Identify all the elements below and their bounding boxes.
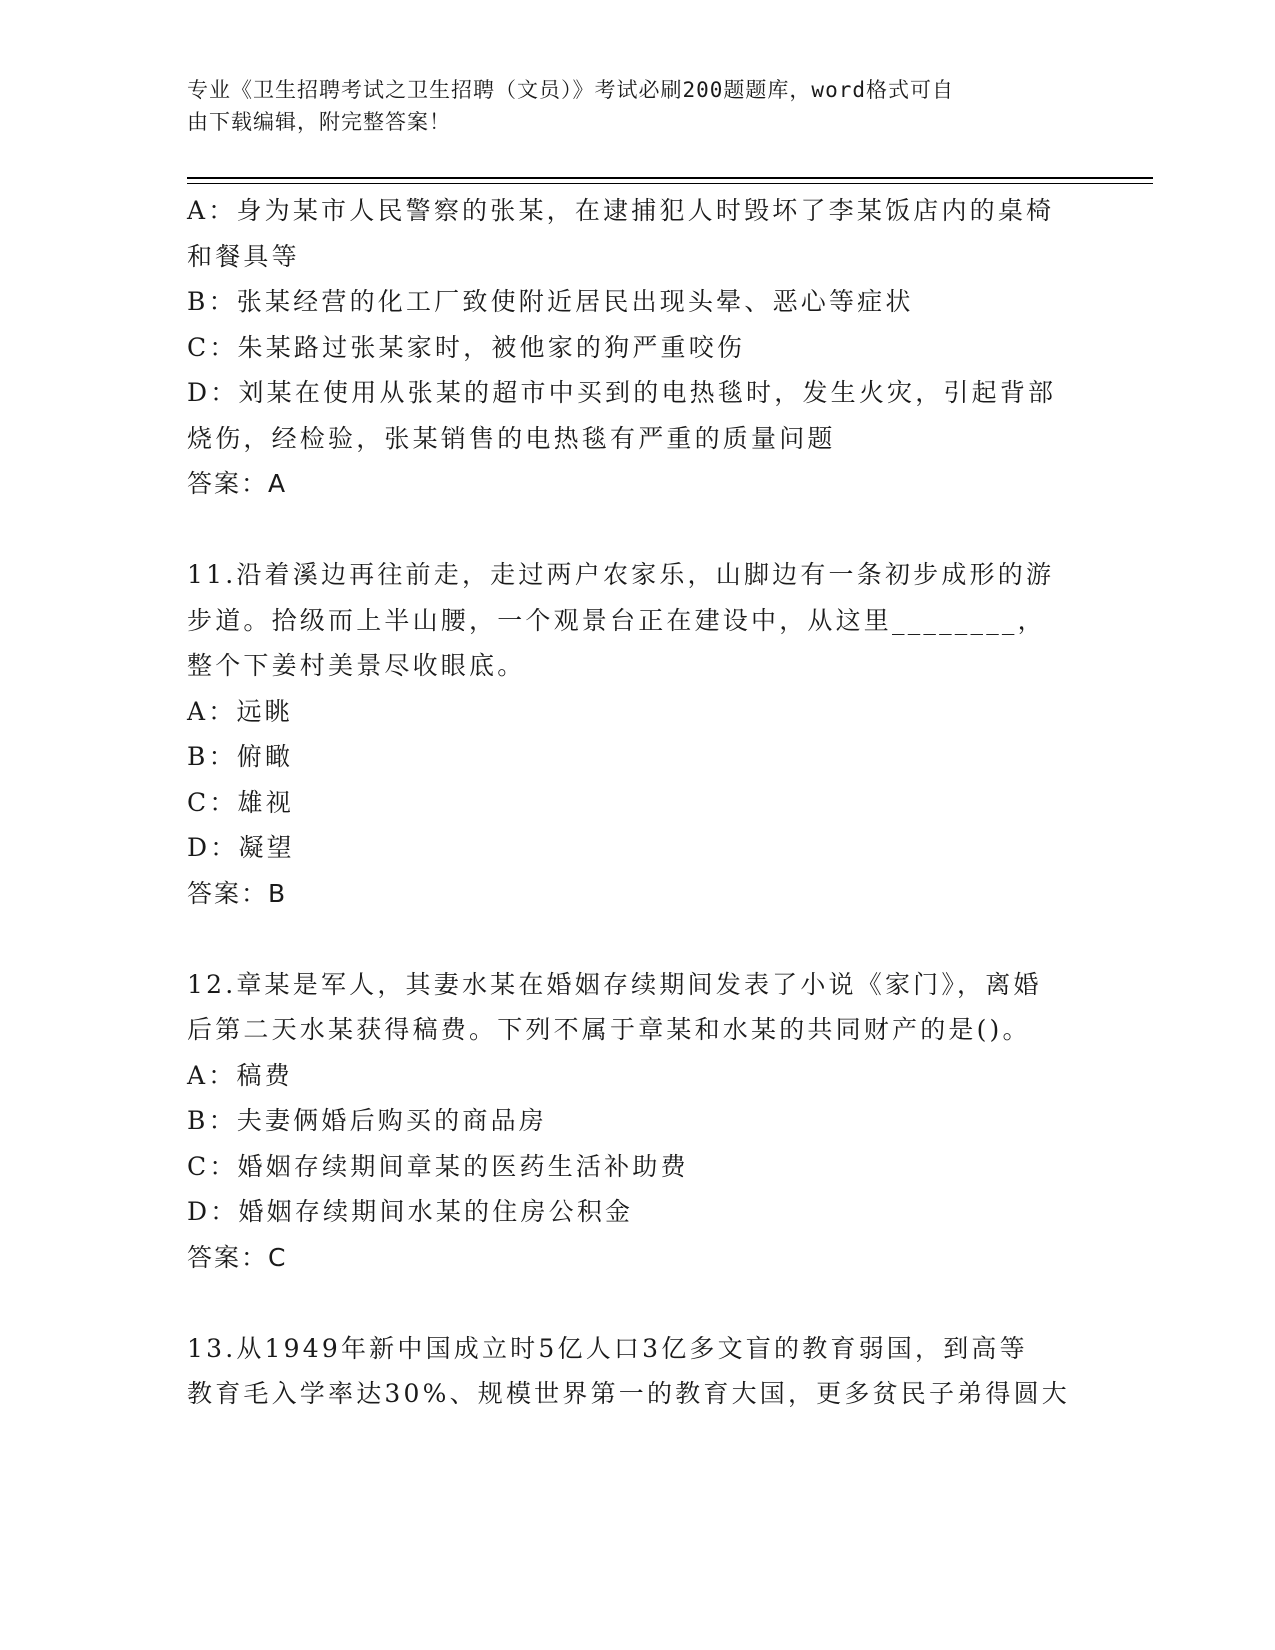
q12-option-a: A：稿费 xyxy=(187,1060,293,1090)
q10-option-b: B：张某经营的化工厂致使附近居民出现头晕、恶心等症状 xyxy=(187,287,914,316)
q11-option-c: C：雄视 xyxy=(187,787,294,817)
q11-option-b: B：俯瞰 xyxy=(187,742,294,771)
question-11 xyxy=(187,552,1087,916)
q11-option-d: D：凝望 xyxy=(187,833,295,862)
q13-stem-line-2: 教育毛入学率达30%、规模世界第一的教育大国，更多贫民子弟得圆大 xyxy=(187,1379,1070,1408)
q11-stem-line-1: 11.沿着溪边再往前走，走过两户农家乐，山脚边有一条初步成形的游 xyxy=(187,560,1055,589)
q10-option-a-line-1: A：身为某市人民警察的张某，在逮捕犯人时毁坏了李某饭店内的桌椅 xyxy=(187,196,1055,225)
question-10-options xyxy=(187,188,1087,507)
q11-stem-line-3: 整个下姜村美景尽收眼底。 xyxy=(187,651,526,680)
q10-option-d-line-1: D：刘某在使用从张某的超市中买到的电热毯时，发生火灾，引起背部 xyxy=(187,378,1057,407)
q12-stem-line-2: 后第二天水某获得稿费。下列不属于章某和水某的共同财产的是()。 xyxy=(187,1015,1031,1044)
q12-option-c: C：婚姻存续期间章某的医药生活补助费 xyxy=(187,1151,689,1181)
q10-option-c: C：朱某路过张某家时，被他家的狗严重咬伤 xyxy=(187,332,746,362)
q12-option-d: D：婚姻存续期间水某的住房公积金 xyxy=(187,1197,634,1226)
document-body xyxy=(187,188,1087,1417)
header-line-2: 由下载编辑，附完整答案！ xyxy=(187,110,451,134)
q12-stem-line-1: 12.章某是军人，其妻水某在婚姻存续期间发表了小说《家门》，离婚 xyxy=(187,969,1042,999)
q11-answer: 答案：B xyxy=(187,878,288,908)
q12-answer: 答案：C xyxy=(187,1242,288,1272)
spacer xyxy=(187,507,1087,553)
q12-option-b: B：夫妻俩婚后购买的商品房 xyxy=(187,1106,547,1135)
q10-answer: 答案：A xyxy=(187,469,288,498)
header-line-1: 专业《卫生招聘考试之卫生招聘（文员）》考试必刷200题题库，word格式可自 xyxy=(187,78,954,102)
q13-stem-line-1: 13.从1949年新中国成立时5亿人口3亿多文盲的教育弱国，到高等 xyxy=(187,1333,1028,1363)
header-rule-thin xyxy=(187,183,1153,184)
spacer xyxy=(187,1280,1087,1326)
question-13 xyxy=(187,1326,1087,1417)
document-header xyxy=(187,74,1087,138)
spacer xyxy=(187,916,1087,962)
q11-option-a: A：远眺 xyxy=(187,696,293,726)
header-rule-thick xyxy=(187,177,1153,179)
question-12 xyxy=(187,962,1087,1281)
q11-stem-line-2: 步道。拾级而上半山腰，一个观景台正在建设中，从这里________， xyxy=(187,605,1046,635)
q10-option-d-line-2: 烧伤，经检验，张某销售的电热毯有严重的质量问题 xyxy=(187,423,836,453)
q10-option-a-line-2: 和餐具等 xyxy=(187,241,300,271)
